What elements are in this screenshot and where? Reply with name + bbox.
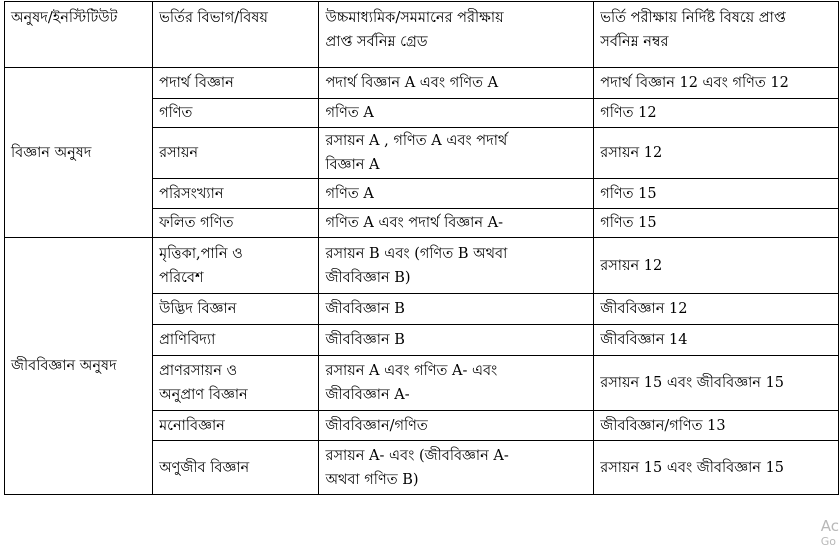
min-grade-cell: রসায়ন B এবং (গণিত B অথবা জীববিজ্ঞান B) xyxy=(319,238,594,294)
min-marks-cell: জীববিজ্ঞান 14 xyxy=(594,325,839,356)
min-marks-cell: রসায়ন 15 এবং জীববিজ্ঞান 15 xyxy=(594,356,839,411)
header-faculty: অনুষদ/ইনস্টিটিউট xyxy=(5,2,153,68)
min-grade-cell: রসায়ন A- এবং (জীববিজ্ঞান A- অথবা গণিত B) xyxy=(319,441,594,495)
header-min-grade: উচ্চমাধ্যমিক/সমমানের পরীক্ষায় প্রাপ্ত সর্বনিম্ন গ্রেড xyxy=(319,2,594,68)
min-grade-cell: পদার্থ বিজ্ঞান A এবং গণিত A xyxy=(319,68,594,99)
department-cell: প্রাণরসায়ন ও অনুপ্রাণ বিজ্ঞান xyxy=(153,356,319,411)
department-cell: মনোবিজ্ঞান xyxy=(153,411,319,441)
department-cell: পরিসংখ্যান xyxy=(153,179,319,209)
admission-requirements-table xyxy=(4,1,839,495)
min-grade-cell: রসায়ন A এবং গণিত A- এবং জীববিজ্ঞান A- xyxy=(319,356,594,411)
min-grade-cell: জীববিজ্ঞান B xyxy=(319,325,594,356)
min-marks-cell: জীববিজ্ঞান 12 xyxy=(594,294,839,325)
min-marks-cell: জীববিজ্ঞান/গণিত 13 xyxy=(594,411,839,441)
department-cell: প্রাণিবিদ্যা xyxy=(153,325,319,356)
table-row xyxy=(5,238,839,294)
department-cell: পদার্থ বিজ্ঞান xyxy=(153,68,319,99)
min-marks-cell: গণিত 15 xyxy=(594,209,839,238)
min-grade-cell: গণিত A xyxy=(319,179,594,209)
header-row xyxy=(5,2,839,68)
min-marks-cell: গণিত 15 xyxy=(594,179,839,209)
department-cell: উদ্ভিদ বিজ্ঞান xyxy=(153,294,319,325)
department-cell: অণুজীব বিজ্ঞান xyxy=(153,441,319,495)
min-marks-cell: রসায়ন 12 xyxy=(594,238,839,294)
min-grade-cell: গণিত A এবং পদার্থ বিজ্ঞান A- xyxy=(319,209,594,238)
table-row xyxy=(5,68,839,99)
department-cell: রসায়ন xyxy=(153,128,319,179)
min-marks-cell: রসায়ন 15 এবং জীববিজ্ঞান 15 xyxy=(594,441,839,495)
faculty-cell: জীববিজ্ঞান অনুষদ xyxy=(5,238,153,495)
activation-watermark: Ac Go xyxy=(820,517,839,548)
department-cell: মৃত্তিকা,পানি ও পরিবেশ xyxy=(153,238,319,294)
min-grade-cell: গণিত A xyxy=(319,99,594,128)
min-grade-cell: রসায়ন A , গণিত A এবং পদার্থ বিজ্ঞান A xyxy=(319,128,594,179)
min-marks-cell: রসায়ন 12 xyxy=(594,128,839,179)
faculty-cell: বিজ্ঞান অনুষদ xyxy=(5,68,153,238)
min-marks-cell: পদার্থ বিজ্ঞান 12 এবং গণিত 12 xyxy=(594,68,839,99)
table-body xyxy=(5,68,839,495)
min-marks-cell: গণিত 12 xyxy=(594,99,839,128)
department-cell: ফলিত গণিত xyxy=(153,209,319,238)
min-grade-cell: জীববিজ্ঞান/গণিত xyxy=(319,411,594,441)
min-grade-cell: জীববিজ্ঞান B xyxy=(319,294,594,325)
department-cell: গণিত xyxy=(153,99,319,128)
header-min-marks: ভর্তি পরীক্ষায় নির্দিষ্ট বিষয়ে প্রাপ্ত সর্বনিম্ন নম্বর xyxy=(594,2,839,68)
header-department: ভর্তির বিভাগ/বিষয় xyxy=(153,2,319,68)
